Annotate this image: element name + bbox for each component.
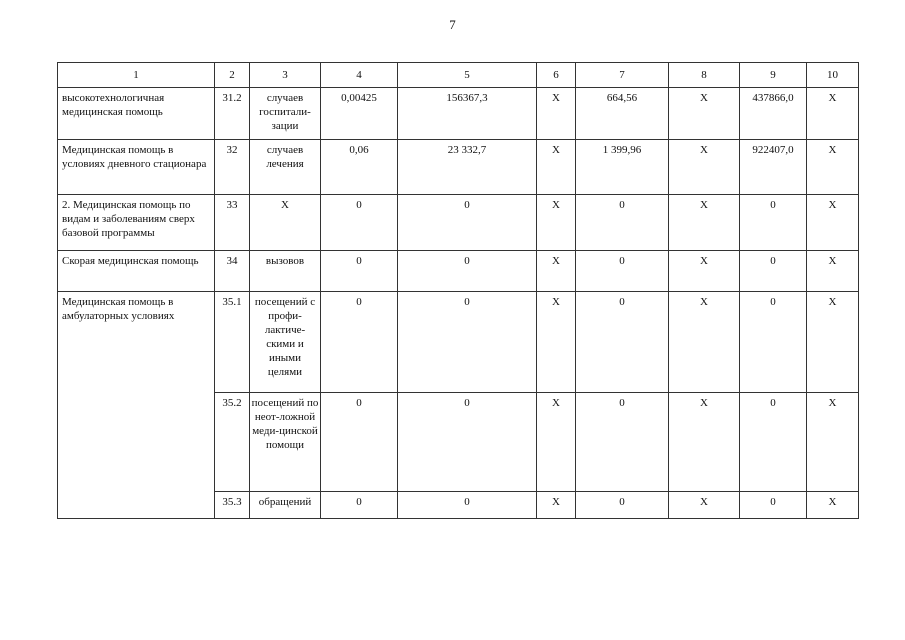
unit-cell: посещений по неот-ложной меди-цинской помощи [250,393,321,492]
care-type-cell: Медицинская помощь в условиях дневного стационара [58,140,215,195]
value-cell: X [807,492,859,519]
value-cell: X [537,140,576,195]
value-cell: X [537,492,576,519]
value-cell: X [669,492,740,519]
value-cell: 0 [398,292,537,393]
row-code-cell: 32 [215,140,250,195]
unit-cell: X [250,195,321,251]
value-cell: 0 [398,393,537,492]
value-cell: 664,56 [576,88,669,140]
value-cell: X [669,292,740,393]
header-cell: 4 [321,63,398,88]
row-code-cell: 35.2 [215,393,250,492]
value-cell: 0 [576,492,669,519]
unit-cell: случаев госпитали-зации [250,88,321,140]
value-cell: 0 [398,492,537,519]
value-cell: X [537,292,576,393]
value-cell: 0 [321,195,398,251]
value-cell: 156367,3 [398,88,537,140]
financing-table [57,62,859,519]
value-cell: 0 [740,292,807,393]
header-cell: 7 [576,63,669,88]
value-cell: X [807,393,859,492]
header-cell: 10 [807,63,859,88]
value-cell: X [669,88,740,140]
table-row [58,88,859,140]
value-cell: 0 [398,251,537,292]
value-cell: 0 [740,492,807,519]
row-code-cell: 34 [215,251,250,292]
value-cell: 0,06 [321,140,398,195]
value-cell: 0 [576,195,669,251]
row-code-cell: 31.2 [215,88,250,140]
value-cell: 0 [321,492,398,519]
table-row [58,251,859,292]
value-cell: 0 [321,292,398,393]
value-cell: 0 [576,393,669,492]
value-cell: X [807,251,859,292]
value-cell: X [807,195,859,251]
care-type-cell: Скорая медицинская помощь [58,251,215,292]
care-type-cell: 2. Медицинская помощь по видам и заболеваниям сверх базовой программы [58,195,215,251]
care-type-cell: Медицинская помощь в амбулаторных условиях [58,292,215,519]
value-cell: X [537,195,576,251]
value-cell: X [669,195,740,251]
value-cell: 0 [740,195,807,251]
header-cell: 6 [537,63,576,88]
header-cell: 9 [740,63,807,88]
value-cell: 0,00425 [321,88,398,140]
value-cell: 23 332,7 [398,140,537,195]
unit-cell: вызовов [250,251,321,292]
unit-cell: посещений с профи-лактиче-скими и иными целями [250,292,321,393]
header-cell: 2 [215,63,250,88]
value-cell: 0 [576,251,669,292]
value-cell: 0 [321,393,398,492]
value-cell: 1 399,96 [576,140,669,195]
value-cell: X [669,140,740,195]
value-cell: 0 [576,292,669,393]
row-code-cell: 35.3 [215,492,250,519]
unit-cell: обращений [250,492,321,519]
value-cell: X [537,251,576,292]
value-cell: X [669,251,740,292]
table-header-row [58,63,859,88]
value-cell: 0 [740,251,807,292]
value-cell: X [807,140,859,195]
value-cell: 437866,0 [740,88,807,140]
value-cell: 0 [398,195,537,251]
value-cell: X [537,88,576,140]
value-cell: 0 [321,251,398,292]
row-code-cell: 35.1 [215,292,250,393]
value-cell: X [537,393,576,492]
care-type-cell: высокотехнологичная медицинская помощь [58,88,215,140]
table-row [58,140,859,195]
table-row [58,195,859,251]
header-cell: 1 [58,63,215,88]
header-cell: 5 [398,63,537,88]
value-cell: X [807,88,859,140]
table-row [58,292,859,393]
unit-cell: случаев лечения [250,140,321,195]
value-cell: X [807,292,859,393]
value-cell: 922407,0 [740,140,807,195]
header-cell: 8 [669,63,740,88]
page-number: 7 [449,17,456,32]
row-code-cell: 33 [215,195,250,251]
header-cell: 3 [250,63,321,88]
value-cell: X [669,393,740,492]
value-cell: 0 [740,393,807,492]
